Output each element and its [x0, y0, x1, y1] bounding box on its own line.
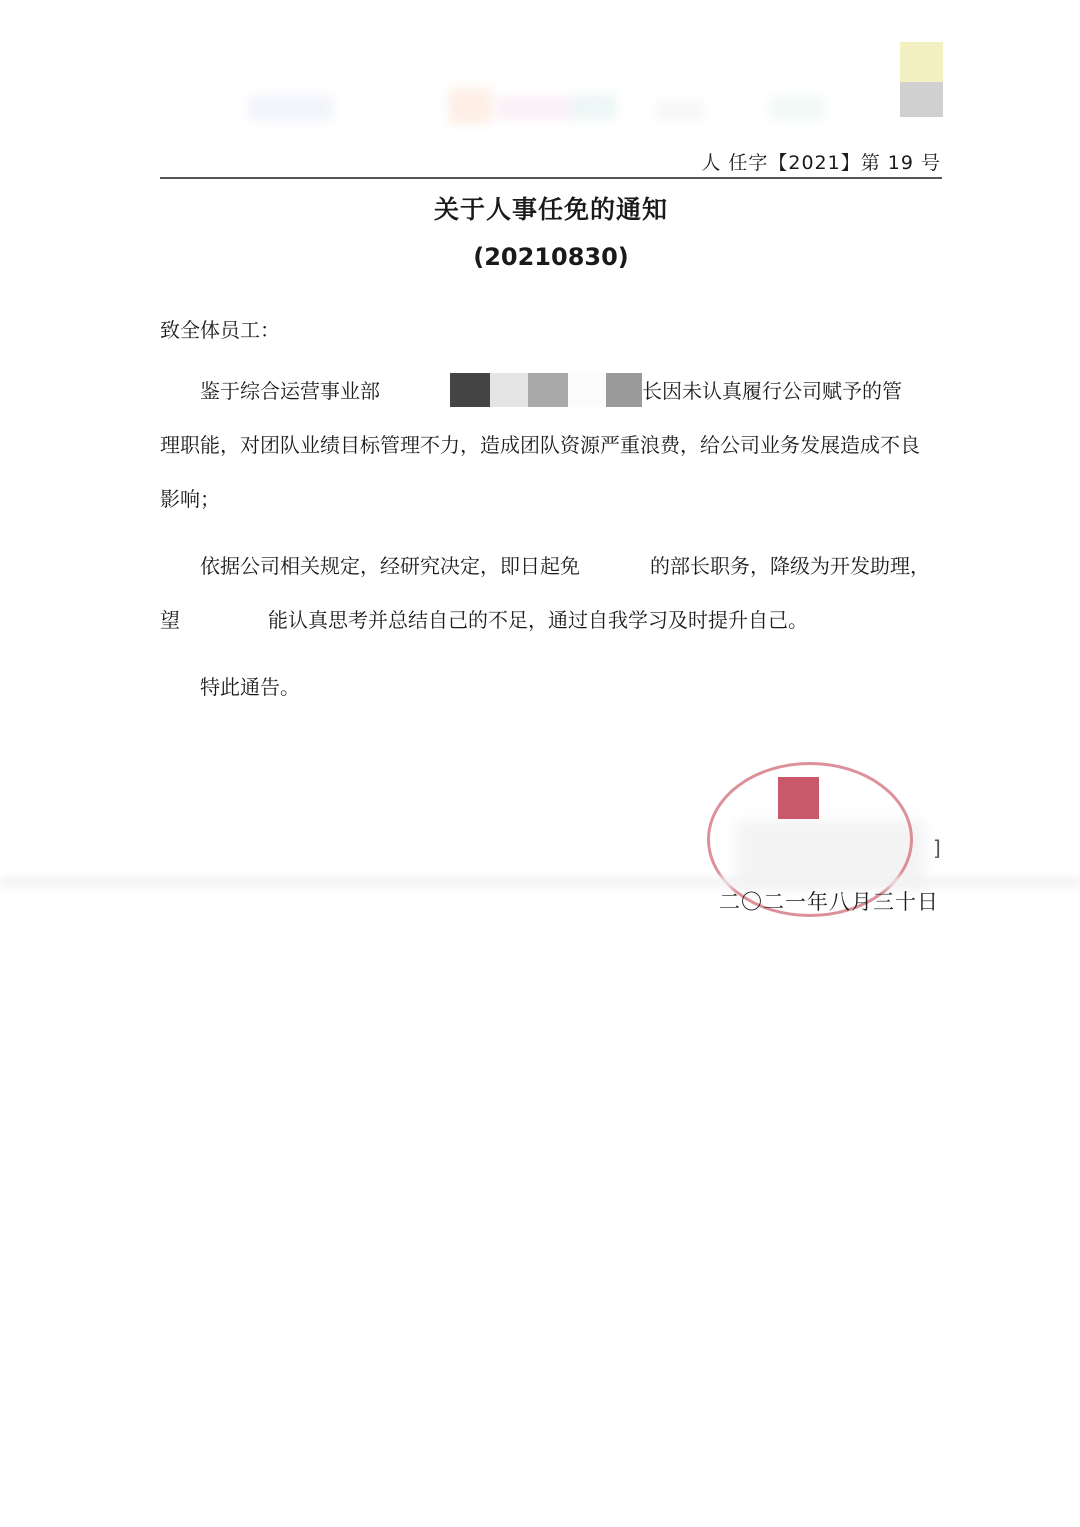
salutation: 致全体员工： [160, 318, 280, 342]
redaction-block [606, 373, 642, 407]
corner-color-swatch [900, 42, 943, 82]
paragraph-decision [160, 539, 942, 647]
letterhead-smudge [448, 88, 492, 124]
signature-bracket: ] [933, 836, 941, 860]
paragraph-line: 理职能，对团队业绩目标管理不力，造成团队资源严重浪费，给公司业务发展造成不良 [160, 433, 920, 457]
redaction-blank [180, 607, 268, 627]
closing-text: 特此通告。 [200, 675, 300, 699]
redaction-block [490, 373, 528, 407]
paragraph-line: 影响； [160, 487, 220, 511]
letterhead-smudge [770, 96, 825, 120]
corner-gray-swatch [900, 82, 943, 117]
header-rule [160, 177, 942, 179]
paragraph-line [160, 539, 942, 593]
text-segment: 望 [160, 608, 180, 632]
letterhead-smudge [495, 96, 575, 120]
document-title: 关于人事任免的通知 [433, 195, 668, 224]
text-segment: 依据公司相关规定，经研究决定，即日起免 [200, 554, 580, 578]
redaction-blank [580, 553, 650, 573]
redaction-block [450, 373, 490, 407]
paragraph-line [160, 364, 942, 418]
text-segment: 能认真思考并总结自己的不足，通过自我学习及时提升自己。 [268, 608, 808, 632]
letterhead-smudge [248, 95, 333, 121]
text-segment: 的部长职务，降级为开发助理， [650, 554, 930, 578]
document-number: 人 任字【2021】第 19 号 [701, 152, 941, 174]
letterhead-smudge [655, 100, 705, 120]
redaction-blank [380, 378, 450, 398]
letterhead-smudge [572, 94, 617, 120]
issue-date: 二〇二一年八月三十日 [719, 890, 939, 914]
paragraph-reason [160, 364, 942, 526]
text-segment: 长因未认真履行公司赋予的管 [642, 379, 902, 403]
text-segment: 鉴于综合运营事业部 [200, 379, 380, 403]
document-date-code: (20210830) [473, 243, 629, 271]
paragraph-line [160, 593, 942, 647]
paragraph-closing [160, 660, 942, 714]
seal-redaction [778, 777, 819, 819]
redaction-block [528, 373, 568, 407]
redaction-block [568, 373, 606, 407]
